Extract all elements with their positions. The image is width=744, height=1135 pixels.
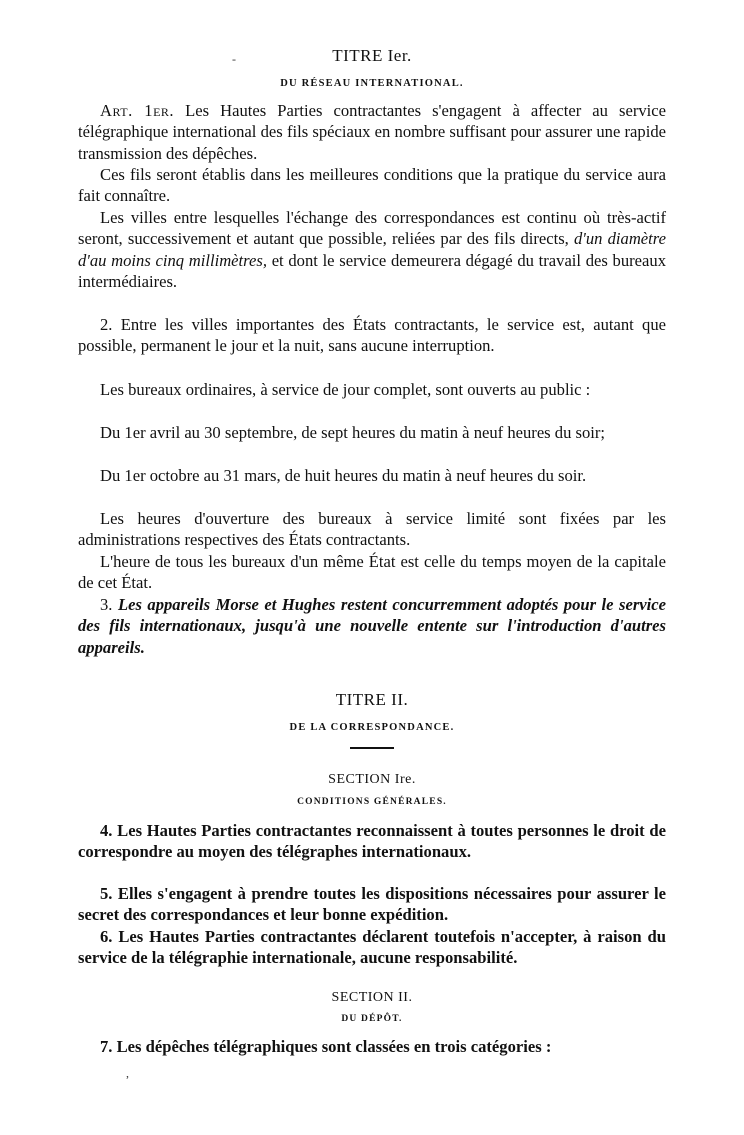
section-1-subtitle: CONDITIONS GÉNÉRALES. xyxy=(297,797,447,807)
paragraph-article-6: 6. Les Hautes Parties contractantes déclarent toutefois n'accepter, à raison du service de la télégraphie internationale, aucune responsabilité. xyxy=(78,927,666,968)
titre-1-subtitle: DU RÉSEAU INTERNATIONAL. xyxy=(280,78,464,89)
paragraph-article-2: 2. Entre les villes importantes des États contractants, le service est, autant que possible, permanent le jour et la nuit, sans aucune interruption. xyxy=(78,315,666,356)
article-1-label: Art. 1er. xyxy=(100,101,175,120)
article-1-paragraph xyxy=(78,100,666,164)
paragraph-fils: Ces fils seront établis dans les meilleures conditions que la pratique du service aura fait connaître. xyxy=(78,165,666,206)
section-2-heading: SECTION II. xyxy=(331,990,413,1005)
section-divider xyxy=(350,747,394,749)
titre-1-heading: TITRE Ier. xyxy=(332,46,412,65)
paragraph-article-5: 5. Elles s'engagent à prendre toutes les dispositions nécessaires pour assurer le secret des correspondances et leur bonne expédition. xyxy=(78,884,666,925)
section-2-subtitle: DU DÉPÔT. xyxy=(341,1014,403,1024)
paragraph-article-3 xyxy=(78,594,666,658)
paragraph-article-4: 4. Les Hautes Parties contractantes reconnaissent à toutes personnes le droit de correspondre au moyen des télégraphes internationaux. xyxy=(78,821,666,862)
paragraph-villes xyxy=(78,207,666,293)
article-3-number: 3. xyxy=(100,595,113,614)
paragraph-service-limite: Les heures d'ouverture des bureaux à service limité sont fixées par les administrations respectives des États contractants. xyxy=(78,509,666,550)
paragraph-octobre-mars: Du 1er octobre au 31 mars, de huit heures du matin à neuf heures du soir. xyxy=(100,466,587,485)
titre-2-subtitle: DE LA CORRESPONDANCE. xyxy=(289,722,455,733)
paragraph-heure: L'heure de tous les bureaux d'un même État est celle du temps moyen de la capitale de cet État. xyxy=(78,552,666,593)
paragraph-article-7: 7. Les dépêches télégraphiques sont classées en trois catégories : xyxy=(100,1037,552,1056)
paragraph-avril-septembre: Du 1er avril au 30 septembre, de sept heures du matin à neuf heures du soir; xyxy=(100,423,606,442)
section-1-heading: SECTION Ire. xyxy=(328,772,416,787)
paragraph-bureaux-ordinaires: Les bureaux ordinaires, à service de jour complet, sont ouverts au public : xyxy=(100,380,591,399)
ink-speck: - xyxy=(232,52,236,66)
paragraph-villes-italic: d'un diamètre d'au moins cinq millimètres, xyxy=(78,229,666,270)
article-3-text: Les appareils Morse et Hughes restent concurremment adoptés pour le service des fils internationaux, jusqu'à une nouvelle entente sur l'introduction d'autres appareils. xyxy=(78,595,666,657)
paragraph-villes-text-a: Les villes entre lesquelles l'échange des correspondances est continu où très-actif seront, successivement et autant que possible, reliées par des fils directs, xyxy=(78,208,666,249)
titre-2-heading: TITRE II. xyxy=(335,690,409,709)
ink-speck: , xyxy=(126,1066,129,1080)
paragraph-villes-text-b: et dont le service demeurera dégagé du travail des bureaux intermédiaires. xyxy=(78,250,666,292)
article-1-text: Les Hautes Parties contractantes s'engagent à affecter au service télégraphique international des fils spéciaux en nombre suffisant pour assurer une rapide transmission des dépêches. xyxy=(78,101,666,163)
